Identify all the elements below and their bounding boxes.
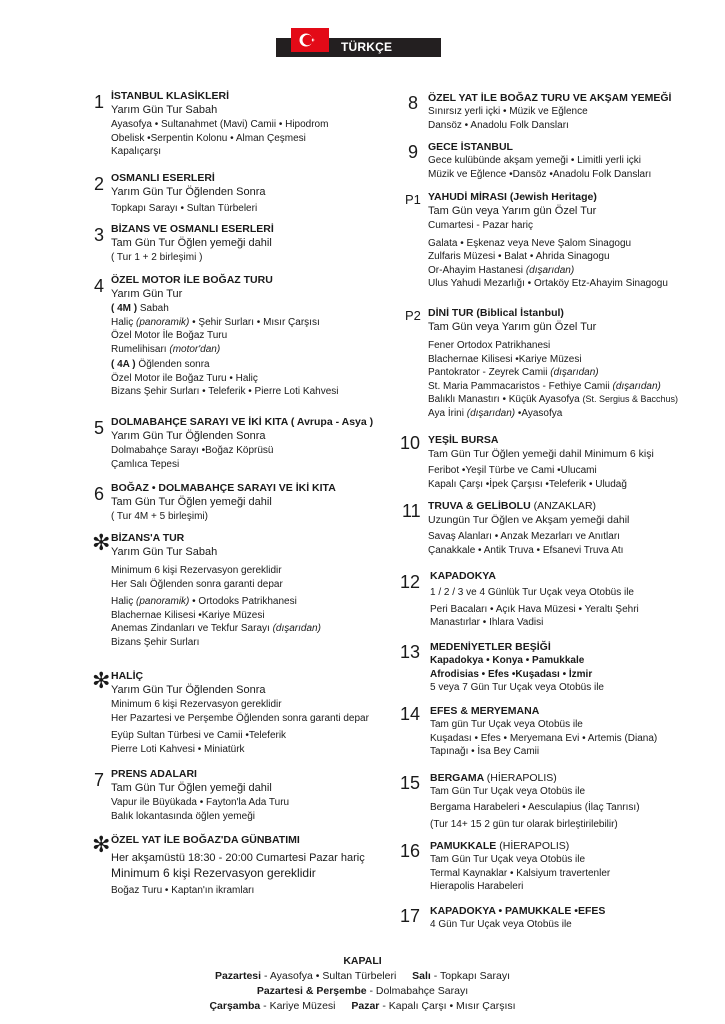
asterisk-icon: ✻ <box>92 832 111 857</box>
tour-detail: Kapalı Çarşı •İpek Çarşısı •Teleferik • Uludağ <box>428 478 627 490</box>
tour-detail: Anemas Zindanları ve Tekfur Sarayı (dışarıdan) <box>111 623 321 634</box>
tour-detail: Fener Ortodox Patrikhanesi <box>428 340 551 351</box>
tour-detail: Hierapolis Harabeleri <box>430 881 524 892</box>
tour-title: HALİÇ <box>111 670 144 682</box>
tour-detail: Boğaz Turu • Kaptan'ın ikramları <box>111 885 255 896</box>
tour-detail: Galata • Eşkenaz veya Neve Şalom Sinagogu <box>428 237 632 249</box>
tour-detail: Feribot •Yeşil Türbe ve Cami •Ulucami <box>428 465 597 476</box>
tour-note: (Tur 14+ 15 2 gün tur olarak birleştirilebilir) <box>430 819 618 830</box>
tour-duration: 5 veya 7 Gün Tur Uçak veya Otobüs ile <box>430 682 604 693</box>
tour-detail: Cumartesi - Pazar hariç <box>428 220 534 231</box>
tour-duration: 1 / 2 / 3 ve 4 Günlük Tur Uçak veya Otobüs ile <box>430 587 634 598</box>
tour-title-main: TRUVA & GELİBOLU <box>428 500 531 512</box>
tour-detail: Peri Bacaları • Açık Hava Müzesi • Yeraltı Şehri <box>430 603 639 615</box>
tour-number: 15 <box>400 773 421 793</box>
tour-duration: Yarım Gün Tur Sabah <box>111 546 218 558</box>
tour-title: İSTANBUL KLASİKLERİ <box>111 90 230 102</box>
tour-detail: Aya İrini (dışarıdan) •Ayasofya <box>428 407 563 419</box>
tour-title: ÖZEL YAT İLE BOĞAZ TURU VE AKŞAM YEMEĞİ <box>428 92 672 104</box>
tour-detail: Termal Kaynaklar • Kalsiyum travertenler <box>430 867 611 879</box>
tour-title <box>430 772 640 785</box>
closed-day: Salı <box>412 970 431 982</box>
tour-title: ÖZEL MOTOR İLE BOĞAZ TURU <box>111 274 273 286</box>
tour-number: 8 <box>408 93 419 113</box>
closed-title: KAPALI <box>343 955 382 967</box>
tour-duration: Tam Gün Tur Uçak veya Otobüs ile <box>430 854 586 865</box>
tour-title: BOĞAZ • DOLMABAHÇE SARAYI VE İKİ KITA <box>111 482 336 494</box>
tour-duration: Yarım Gün Tur Öğlenden Sonra <box>111 186 266 198</box>
tour-detail: Minimum 6 kişi Rezervasyon gereklidir <box>111 699 282 710</box>
closed-day: Pazartesi <box>214 970 262 982</box>
tour-title-suffix: (HİERAPOLIS) <box>486 772 557 784</box>
tour-number: 12 <box>400 572 421 592</box>
tour-detail: Ulus Yahudi Mezarlığı • Ortaköy Etz-Ahayim Sinagogu <box>428 278 668 289</box>
closed-places: Topkapı Sarayı <box>439 970 511 982</box>
tour-duration: Yarım Gün Tur Öğlenden Sonra <box>111 684 266 696</box>
tour-detail: Blachernae Kilisesi •Kariye Müzesi <box>111 609 265 621</box>
tour-detail: Balıklı Manastırı • Küçük Ayasofya (St. Sergius & Bacchus) <box>428 394 679 405</box>
tour-detail: Dansöz • Anadolu Folk Dansları <box>428 119 569 131</box>
tour-number: 10 <box>400 433 421 453</box>
tour-title <box>430 840 610 853</box>
tour-detail: Bergama Harabeleri • Aesculapius (İlaç Tanrısı) <box>430 801 640 813</box>
tour-detail: Minimum 6 kişi Rezervasyon gereklidir <box>111 866 316 880</box>
tour-duration: Tam Gün Tur Öğlen yemeği dahil <box>111 237 272 249</box>
closed-day: Pazar <box>351 1000 380 1012</box>
tour-duration: Yarım Gün Tur Sabah <box>111 104 218 116</box>
tour-detail: Topkapı Sarayı • Sultan Türbeleri <box>111 203 258 214</box>
tour-detail: Haliç (panoramik) • Ortodoks Patrikhanesi <box>111 596 297 607</box>
tour-title: KAPADOKYA <box>430 570 496 582</box>
tour-detail: Kapalıçarşı <box>111 146 162 157</box>
tour-detail: Savaş Alanları • Anzak Mezarları ve Anıtları <box>428 531 620 542</box>
tour-duration: Tam Gün veya Yarım gün Özel Tur <box>428 205 597 217</box>
tour-detail: Kuşadası • Efes • Meryemana Evi • Artemis (Diana) <box>430 732 658 744</box>
tour-title-main: BERGAMA <box>430 772 484 784</box>
tour-duration: Yarım Gün Tur <box>111 288 183 300</box>
tour-detail: Müzik ve Eğlence •Dansöz •Anadolu Folk Dansları <box>428 168 652 180</box>
tour-detail: Zulfaris Müzesi • Balat • Ahrida Sinagogu <box>428 251 610 262</box>
tour-duration: Tam Gün Tur Öğlen yemeği dahil <box>111 782 272 794</box>
tour-detail: Çamlıca Tepesi <box>111 458 180 470</box>
tour-detail: Bizans Şehir Surları • Teleferik • Pierre Loti Kahvesi <box>111 386 339 397</box>
tour-detail: ( Tur 4M + 5 birleşimi) <box>111 511 208 522</box>
tour-option-4m: ( 4M ) Sabah <box>111 303 169 314</box>
closed-row: Pazartesi & Perşembe - Dolmabahçe Sarayı <box>256 985 469 997</box>
tour-detail: Manastırlar • Ihlara Vadisi <box>430 617 544 628</box>
closed-day: Pazartesi & Perşembe <box>256 985 367 997</box>
tour-detail: Özel Motor ile Boğaz Turu • Haliç <box>111 372 258 384</box>
tour-number: 9 <box>408 142 419 162</box>
tour-detail: Çanakkale • Antik Truva • Efsanevi Truva Atı <box>428 544 624 556</box>
tour-number: P1 <box>405 192 421 207</box>
tour-detail: St. Maria Pammacaristos - Fethiye Camii (dışarıdan) <box>428 380 661 392</box>
tour-detail: Vapur ile Büyükada • Fayton'la Ada Turu <box>111 797 290 808</box>
tour-detail: Rumelihisarı (motor'dan) <box>111 343 221 355</box>
tour-title: YEŞİL BURSA <box>428 434 499 446</box>
tour-detail: ( Tur 1 + 2 birleşimi ) <box>111 252 203 263</box>
tour-route: Kapadokya • Konya • Pamukkale <box>430 655 585 666</box>
tour-detail: Her Pazartesi ve Perşembe Öğlenden sonra garanti depar <box>111 712 369 724</box>
tour-duration: Tam Gün veya Yarım gün Özel Tur <box>428 321 597 333</box>
tour-number: 13 <box>400 642 421 662</box>
tour-schedule: Her akşamüstü 18:30 - 20:00 Cumartesi Pazar hariç <box>111 852 365 864</box>
tour-title: MEDENİYETLER BEŞİĞİ <box>430 641 551 653</box>
tour-title: DOLMABAHÇE SARAYI VE İKİ KITA ( Avrupa - Asya ) <box>111 416 374 428</box>
tour-number: 11 <box>402 501 421 521</box>
tour-detail: Gece kulübünde akşam yemeği • Limitli yerli içki <box>428 155 642 166</box>
tour-option-4a: ( 4A ) Öğlenden sonra <box>111 359 210 370</box>
closed-places: Ayasofya • Sultan Türbeleri <box>269 970 397 982</box>
tour-detail: Bizans Şehir Surları <box>111 636 200 648</box>
tour-duration: Tam Gün Tur Öğlen yemeği dahil Minimum 6 kişi <box>428 448 654 460</box>
tour-number: 1 <box>94 92 105 112</box>
tour-title: PRENS ADALARI <box>111 768 197 780</box>
tour-title: KAPADOKYA • PAMUKKALE •EFES <box>430 905 606 917</box>
tour-title: BİZANS'A TUR <box>111 532 185 544</box>
closed-row: Pazartesi - Ayasofya • Sultan Türbeleri Salı - Topkapı Sarayı <box>214 970 511 982</box>
tour-title-main: PAMUKKALE <box>430 840 497 852</box>
closed-day: Çarşamba <box>209 1000 261 1012</box>
tour-detail: Obelisk •Serpentin Kolonu • Alman Çeşmesi <box>111 132 306 144</box>
tour-number: 5 <box>94 418 105 438</box>
tour-number: 4 <box>94 276 105 296</box>
tour-detail: Her Salı Öğlenden sonra garanti depar <box>111 578 283 590</box>
tour-number: 17 <box>400 906 421 926</box>
tour-duration: Uzungün Tur Öğlen ve Akşam yemeği dahil <box>428 514 630 526</box>
tour-title: ÖZEL YAT İLE BOĞAZ'DA GÜNBATIMI <box>111 834 300 846</box>
tour-number: 7 <box>94 770 105 790</box>
tour-detail: Pierre Loti Kahvesi • Miniatürk <box>111 743 245 755</box>
tour-title: GECE İSTANBUL <box>428 141 513 153</box>
asterisk-icon: ✻ <box>92 530 111 555</box>
tour-detail: Balık lokantasında öğlen yemeği <box>111 810 255 822</box>
tour-number: 6 <box>94 484 105 504</box>
tour-number: 3 <box>94 225 105 245</box>
closed-places: Kariye Müzesi <box>269 1000 336 1012</box>
tour-detail: Sınırsız yerli içki • Müzik ve Eğlence <box>428 106 588 117</box>
tour-duration: Tam gün Tur Uçak veya Otobüs ile <box>430 719 583 730</box>
tour-duration: Tam Gün Tur Uçak veya Otobüs ile <box>430 786 586 797</box>
tour-route: Afrodisias • Efes •Kuşadası • İzmir <box>430 668 593 680</box>
tour-number: 14 <box>400 704 421 724</box>
tour-title: OSMANLI ESERLERİ <box>111 172 215 184</box>
closed-row: Çarşamba - Kariye Müzesi Pazar - Kapalı Çarşı • Mısır Çarşısı <box>209 1000 516 1012</box>
closed-places: Dolmabahçe Sarayı <box>375 985 469 997</box>
asterisk-icon: ✻ <box>92 668 111 693</box>
tour-detail: Ayasofya • Sultanahmet (Mavi) Camii • Hipodrom <box>111 119 329 130</box>
tour-detail: Pantokrator - Zeyrek Camii (dışarıdan) <box>428 367 599 378</box>
tour-detail: Eyüp Sultan Türbesi ve Camii •Teleferik <box>111 730 287 741</box>
tour-detail: Haliç (panoramik) • Şehir Surları • Mısır Çarşısı <box>111 316 320 328</box>
tour-detail: Blachernae Kilisesi •Kariye Müzesi <box>428 353 582 365</box>
tour-title: BİZANS VE OSMANLI ESERLERİ <box>111 223 274 235</box>
turkey-flag-icon <box>291 28 329 52</box>
tour-duration: 4 Gün Tur Uçak veya Otobüs ile <box>430 919 572 930</box>
tour-title-suffix: (HİERAPOLIS) <box>499 840 570 852</box>
tour-title-suffix: (ANZAKLAR) <box>533 500 597 512</box>
tour-number: 16 <box>400 841 421 861</box>
tour-title: EFES & MERYEMANA <box>430 705 540 717</box>
language-title: TÜRKÇE <box>341 40 393 54</box>
tour-detail: Minimum 6 kişi Rezervasyon gereklidir <box>111 565 282 576</box>
tour-detail: Dolmabahçe Sarayı •Boğaz Köprüsü <box>111 445 274 456</box>
tour-detail: Tapınağı • İsa Bey Camii <box>430 746 540 757</box>
closed-days-footer <box>150 954 575 1014</box>
tour-number: P2 <box>405 308 421 323</box>
tour-number: 2 <box>94 174 105 194</box>
tour-title: DİNİ TUR (Biblical İstanbul) <box>428 307 564 319</box>
closed-places: Kapalı Çarşı • Mısır Çarşısı <box>388 1000 516 1012</box>
tour-duration: Yarım Gün Tur Öğlenden Sonra <box>111 430 266 442</box>
tour-title <box>428 500 629 513</box>
tour-detail: Özel Motor İle Boğaz Turu <box>111 330 228 341</box>
tour-detail: Or-Ahayim Hastanesi (dışarıdan) <box>428 264 575 276</box>
tour-title: YAHUDİ MİRASI (Jewish Heritage) <box>428 191 597 203</box>
tour-duration: Tam Gün Tur Öğlen yemeği dahil <box>111 496 272 508</box>
